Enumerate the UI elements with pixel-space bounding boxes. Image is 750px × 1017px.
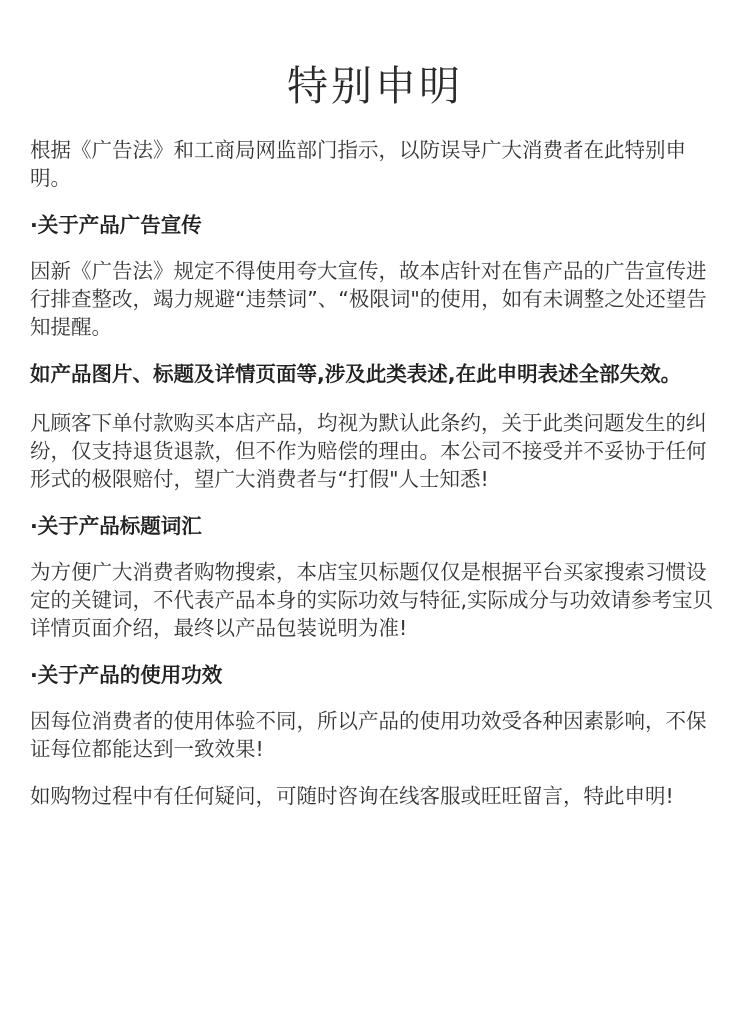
statement-content (30, 136, 720, 810)
effects-paragraph: 因每位消费者的使用体验不同，所以产品的使用功效受各种因素影响，不保证每位都能达到一致效果! (30, 709, 707, 761)
dispute-paragraph: 凡顾客下单付款购买本店产品，均视为默认此条约，关于此类问题发生的纠纷，仅支持退货退款，但不作为赔偿的理由。本公司不接受并不妥协于任何形式的极限赔付，望广大消费者与“打假"人士知悉! (30, 411, 707, 491)
page-title: 特别申明 (287, 62, 463, 110)
section-heading-effects: ·关于产品的使用功效 (30, 663, 223, 687)
section-heading-title-terms: ·关于产品标题词汇 (30, 514, 202, 538)
intro-paragraph: 根据《广告法》和工商局网监部门指示，以防误导广大消费者在此特别申明。 (30, 138, 686, 190)
section-heading-advertising: ·关于产品广告宣传 (30, 213, 202, 237)
invalidation-notice: 如产品图片、标题及详情页面等,涉及此类表述,在此申明表述全部失效。 (30, 362, 682, 386)
closing-paragraph: 如购物过程中有任何疑问，可随时咨询在线客服或旺旺留言，特此申明! (30, 784, 674, 808)
title-terms-paragraph: 为方便广大消费者购物搜索，本店宝贝标题仅仅是根据平台买家搜索习惯设定的关键词，不代表产品本身的实际功效与特征,实际成分与功效请参考宝贝详情页面介绍，最终以产品包装说明为准! (30, 560, 714, 640)
advertising-paragraph: 因新《广告法》规定不得使用夸大宣传，故本店针对在售产品的广告宣传进行排查整改，竭力规避“违禁词”、“极限词"的使用，如有未调整之处还望告知提醒。 (30, 259, 707, 339)
